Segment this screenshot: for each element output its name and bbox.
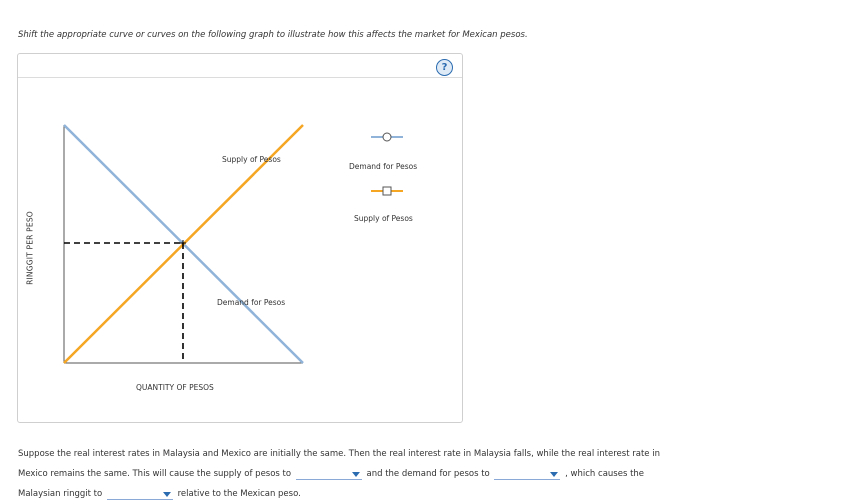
help-button[interactable]: ? xyxy=(436,59,453,76)
supply-tool-icon[interactable] xyxy=(371,187,403,195)
demand-change-dropdown[interactable] xyxy=(494,468,560,480)
demand-curve-label: Demand for Pesos xyxy=(217,298,286,307)
demand-tool-icon[interactable] xyxy=(371,133,403,141)
supply-curve-label: Supply of Pesos xyxy=(222,155,281,164)
instruction-text: Shift the appropriate curve or curves on the following graph to illustrate how this affects the market for Mexican pesos. xyxy=(18,30,528,40)
question-text-3: and the demand for pesos to xyxy=(366,469,490,479)
chevron-down-icon xyxy=(352,472,360,477)
question-text xyxy=(18,444,848,504)
ringgit-change-dropdown[interactable] xyxy=(107,488,173,500)
supply-change-dropdown[interactable] xyxy=(296,468,362,480)
question-text-6: relative to the Mexican peso. xyxy=(177,489,301,499)
supply-tool-label: Supply of Pesos xyxy=(354,214,413,223)
chevron-down-icon xyxy=(550,472,558,477)
question-text-4: , which causes the xyxy=(565,469,645,479)
question-text-1: Suppose the real interest rates in Malaysia and Mexico are initially the same. Then the real interest rate in Malaysia falls, while the real interest rate in xyxy=(18,449,660,459)
demand-tool-label: Demand for Pesos xyxy=(349,162,418,171)
y-axis-label: RINGGIT PER PESO xyxy=(25,211,35,285)
x-axis-label: QUANTITY OF PESOS xyxy=(136,383,214,392)
question-text-5: Malaysian ringgit to xyxy=(18,489,103,499)
chevron-down-icon xyxy=(163,492,171,497)
question-text-2: Mexico remains the same. This will cause the supply of pesos to xyxy=(18,469,292,479)
